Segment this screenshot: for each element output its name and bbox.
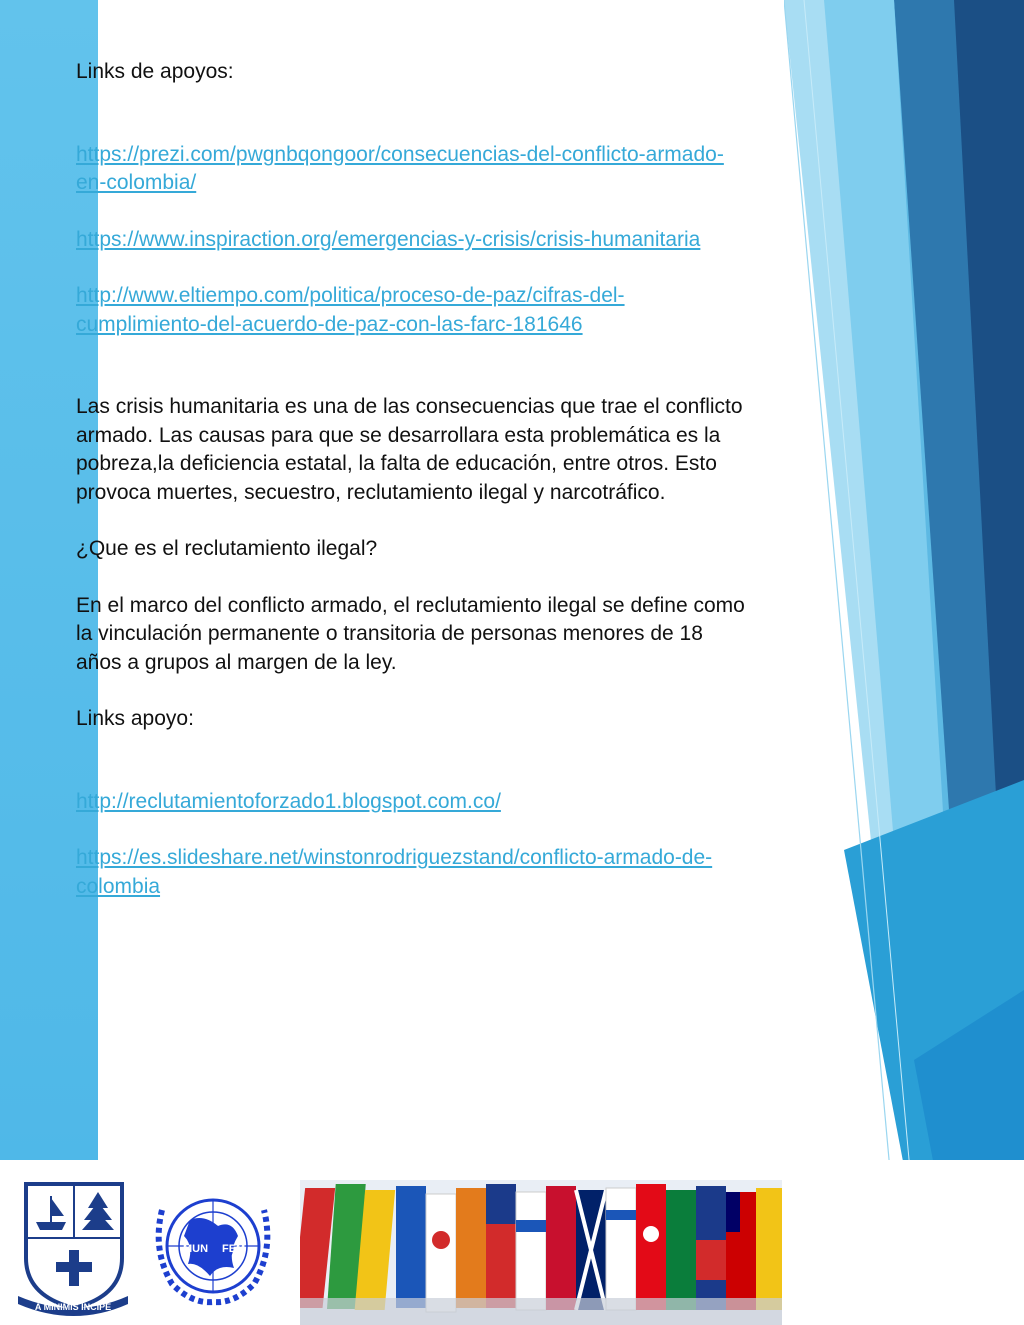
mun-label: MUN [183,1243,209,1255]
world-flags-image [300,1180,782,1325]
paragraph-reclutamiento: En el marco del conflicto armado, el reclutamiento ilegal se define como la vinculación permanente o transitoria de personas menores de 18 años a grupos al margen de la ley. [76,593,745,674]
link-eltiempo[interactable]: http://www.eltiempo.com/politica/proceso-de-paz/cifras-del- cumplimiento-del-acuerdo-de-paz-con-las-farc-181646 [76,284,625,336]
school-crest-logo [14,1178,132,1318]
fem-label: FEM [222,1243,246,1255]
link-inspiraction[interactable]: https://www.inspiraction.org/emergencias-y-crisis/crisis-humanitaria [76,227,701,251]
link-prezi[interactable]: https://prezi.com/pwgnbqongoor/consecuencias-del-conflicto-armado- en-colombia/ [76,142,724,194]
link-slideshare[interactable]: https://es.slideshare.net/winstonrodriguezstand/conflicto-armado-de- colombia [76,846,713,898]
document-body [76,58,836,901]
question-heading: ¿Que es el reclutamiento ilegal? [76,537,378,560]
links-heading-1: Links de apoyos: [76,60,234,83]
paragraph-crisis: Las crisis humanitaria es una de las consecuencias que trae el conflicto armado. Las causas para que se desarrollara esta problemática es la pobreza,la deficiencia estatal, la falta de educación, entre otros. Esto provoca muertes, secuestro, reclutamiento ilegal y narcotráfico. [76,395,743,504]
mun-emblem-logo [138,1180,288,1325]
links-heading-2: Links apoyo: [76,707,194,730]
school-motto: A MINIMIS INCIPE [34,1302,112,1312]
link-blogspot[interactable]: http://reclutamientoforzado1.blogspot.com.co/ [76,789,501,813]
